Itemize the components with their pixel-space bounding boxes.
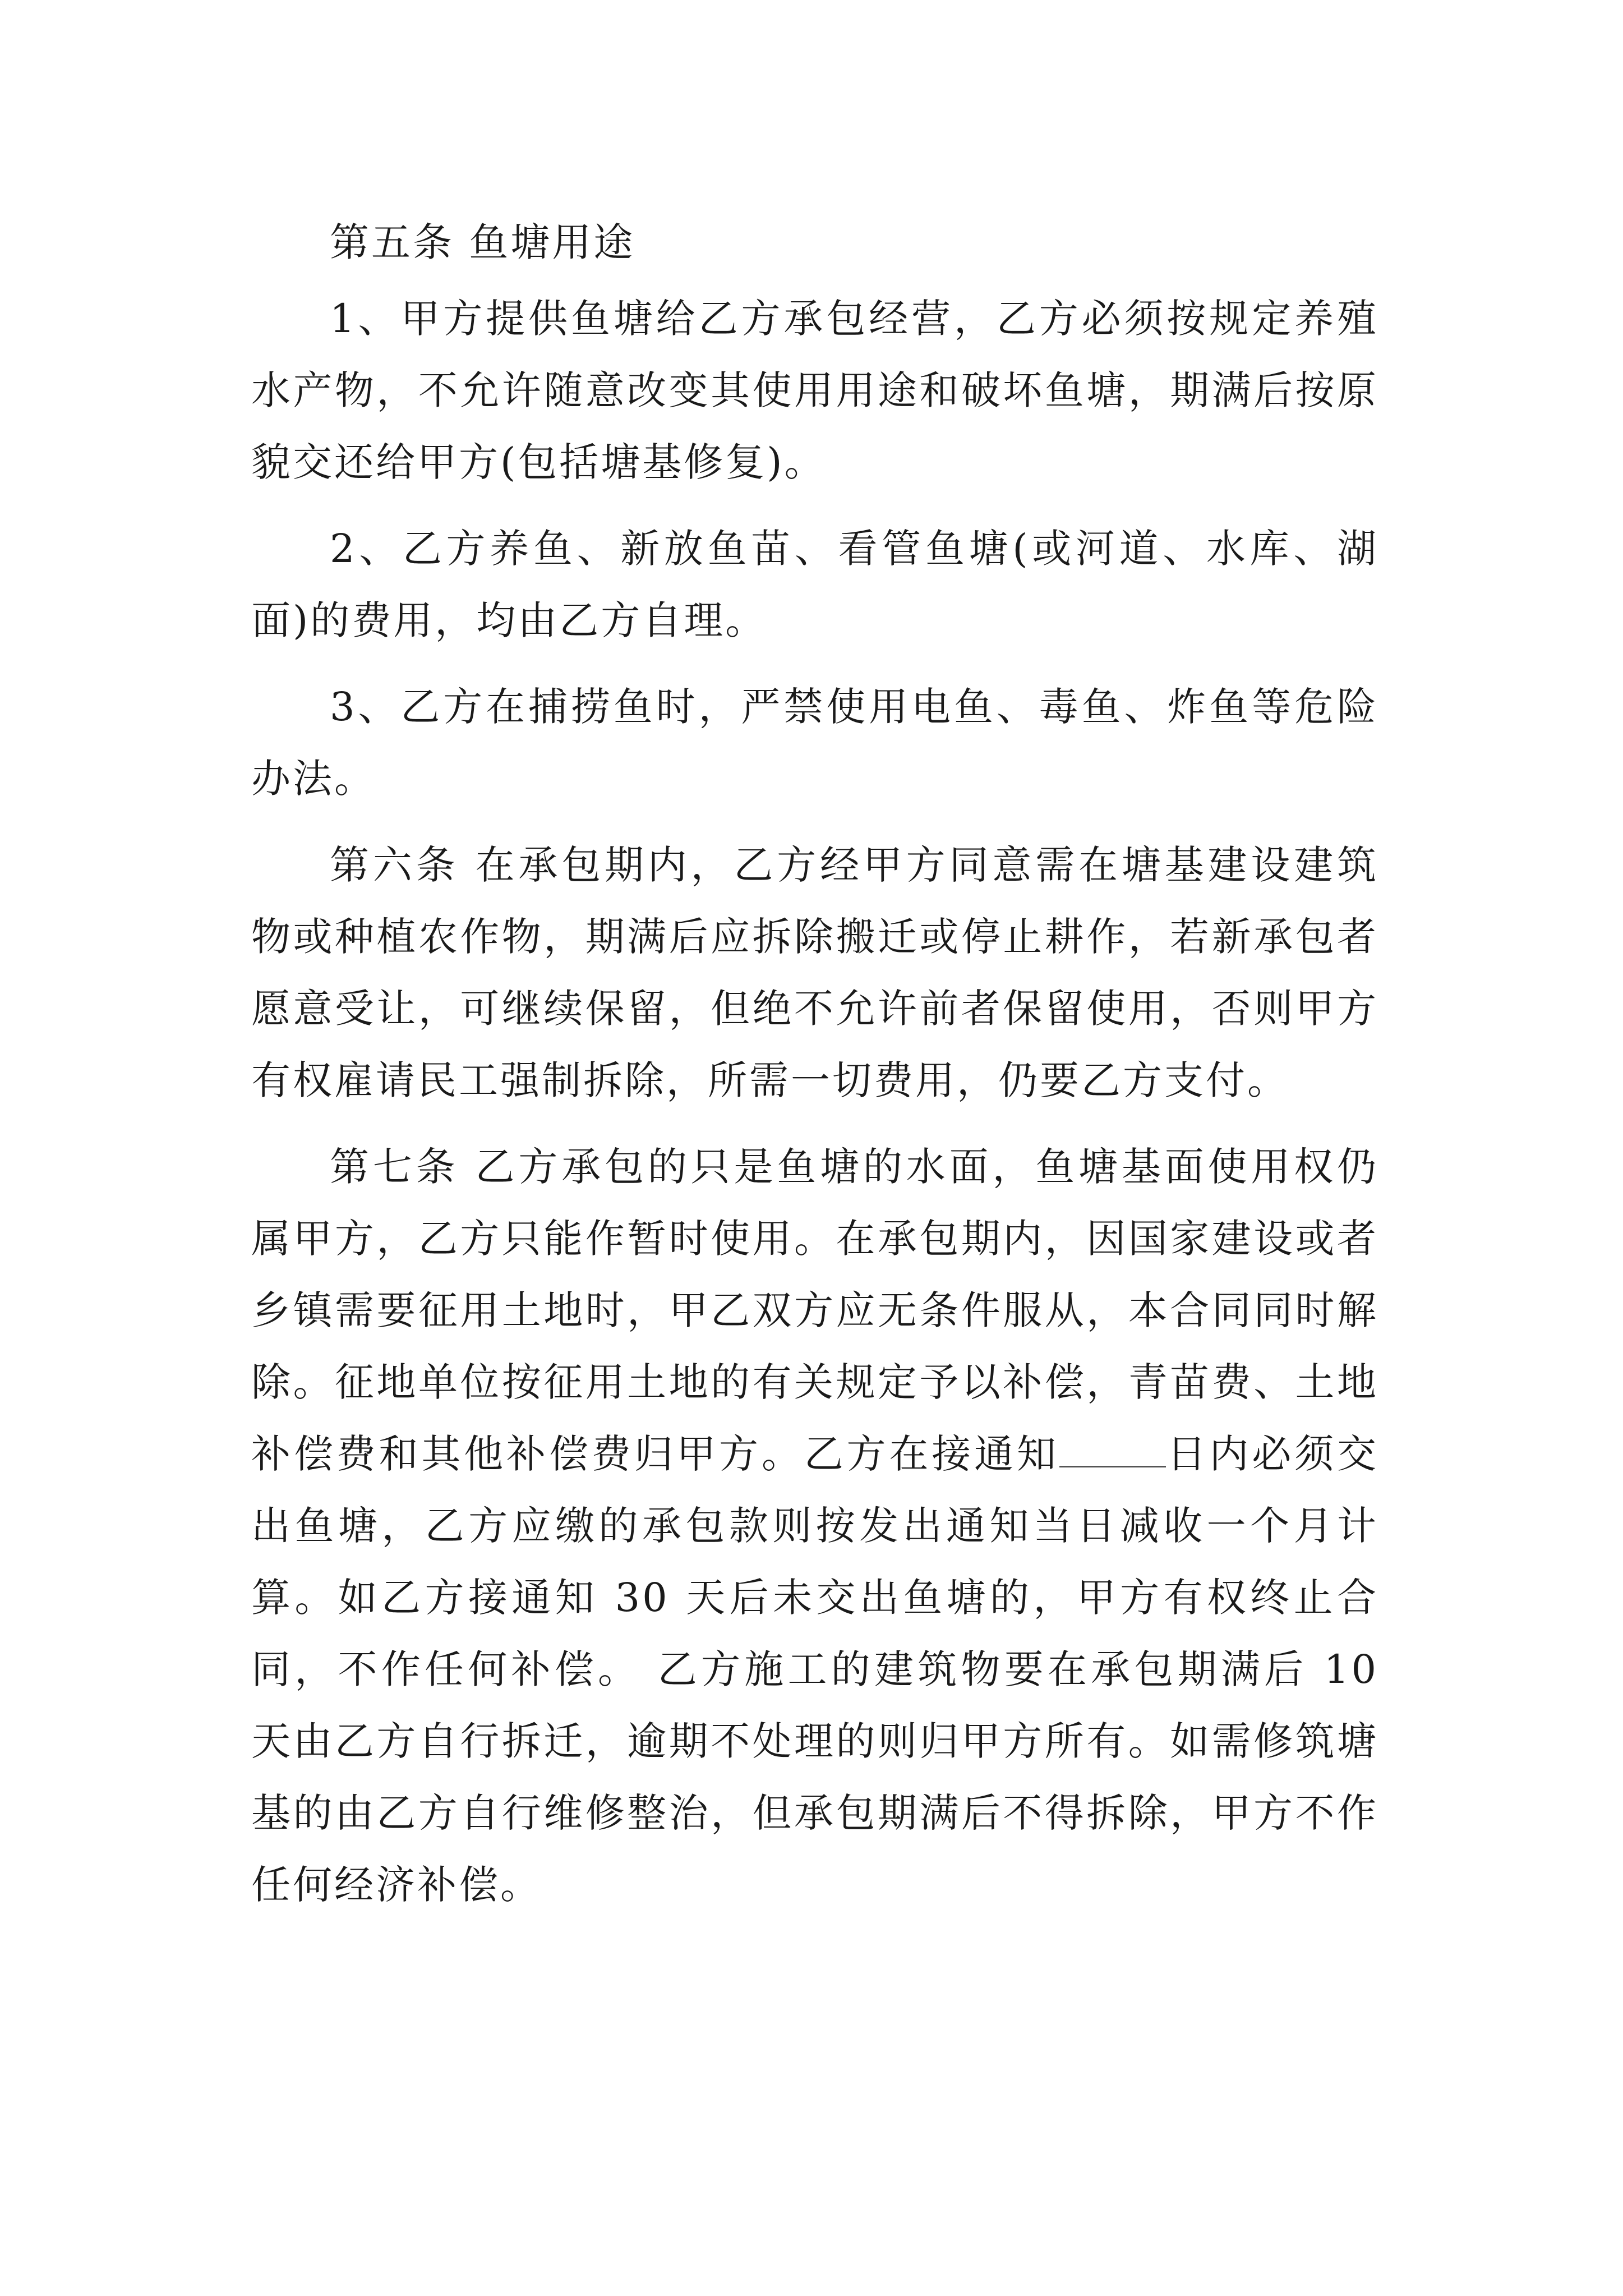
article-7-part-1: 第七条 乙方承包的只是鱼塘的水面，鱼塘基面使用权仍属甲方，乙方只能作暂时使用。在承包期内，因国家建设或者乡镇需要征用土地时，甲乙双方应无条件服从，本合同同时解除。征地单位按征用土地的有关规定予以补偿，青苗费、土地补偿费和其他补偿费归甲方。乙方在接通知 xyxy=(251,1144,1378,1477)
article-5-item-1: 1、甲方提供鱼塘给乙方承包经营，乙方必须按规定养殖水产物，不允许随意改变其使用用途和破坏鱼塘，期满后按原貌交还给甲方(包括塘基修复)。 xyxy=(251,296,1378,485)
article-6: 第六条 在承包期内，乙方经甲方同意需在塘基建设建筑物或种植农作物，期满后应拆除搬迁或停止耕作，若新承包者愿意受让，可继续保留，但绝不允许前者保留使用，否则甲方有权雇请民工强制拆除，所需一切费用，仍要乙方支付。 xyxy=(251,842,1378,1103)
fill-in-blank xyxy=(1059,1432,1166,1467)
article-5-heading: 第五条 鱼塘用途 xyxy=(330,219,635,265)
article-7 xyxy=(251,1131,1378,1921)
article-5-item-3: 3、乙方在捕捞鱼时，严禁使用电鱼、毒鱼、炸鱼等危险办法。 xyxy=(251,684,1378,802)
article-5-item-2: 2、乙方养鱼、新放鱼苗、看管鱼塘(或河道、水库、湖面)的费用，均由乙方自理。 xyxy=(251,526,1378,643)
article-7-part-2: 日内必须交出鱼塘，乙方应缴的承包款则按发出通知当日减收一个月计算。如乙方接通知 30 天后未交出鱼塘的，甲方有权终止合同，不作任何补偿。 乙方施工的建筑物要在承包期满后 10 天由乙方自行拆迁，逾期不处理的则归甲方所有。如需修筑塘基的由乙方自行维修整治，但承包期满后不得拆除，甲方不作任何经济补偿。 xyxy=(251,1431,1379,1908)
document-body xyxy=(251,206,1378,1935)
